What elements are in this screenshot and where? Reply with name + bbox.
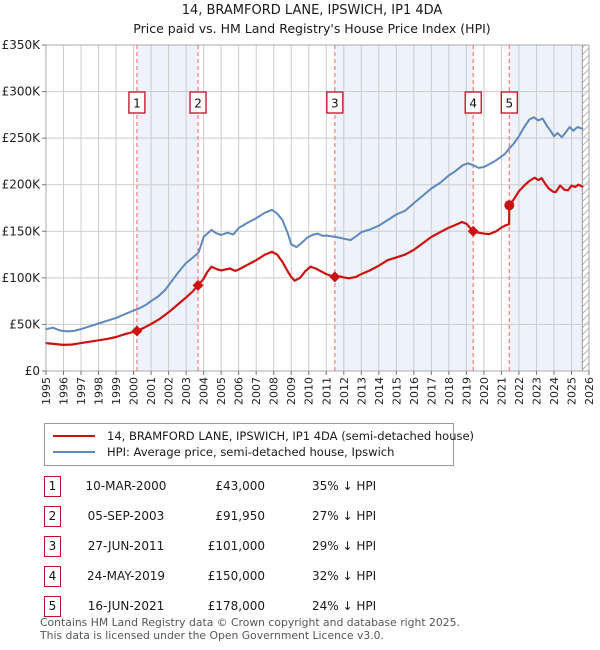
sale-marker-number: 2 — [194, 96, 202, 111]
sale-price: £150,000 — [207, 569, 265, 583]
sale-vs-hpi: 35% ↓ HPI — [312, 479, 377, 493]
x-axis-label: 2023 — [530, 377, 544, 405]
x-axis-label: 2008 — [267, 377, 281, 405]
y-axis-label: £150K — [1, 224, 40, 239]
x-axis-label: 2007 — [250, 377, 264, 405]
legend-label-hpi: HPI: Average price, semi-detached house, Ipswich — [107, 445, 395, 459]
sale-vs-hpi: 29% ↓ HPI — [312, 539, 377, 553]
sale-date: 24-MAY-2019 — [86, 569, 165, 583]
future-hatch-band — [582, 45, 589, 371]
x-axis-label: 2016 — [407, 377, 421, 405]
x-axis-label: 2021 — [495, 376, 509, 405]
sale-date: 05-SEP-2003 — [87, 509, 165, 523]
sale-vs-hpi: 27% ↓ HPI — [312, 509, 377, 523]
x-axis-label: 2001 — [145, 377, 159, 405]
sale-marker-number: 5 — [505, 96, 514, 111]
sale-table-row — [44, 501, 376, 531]
x-axis-label: 1997 — [75, 377, 89, 405]
footer-line2: This data is licensed under the Open Government Licence v3.0. — [40, 628, 384, 642]
hpi-line-swatch — [53, 451, 95, 453]
x-axis-label: 2017 — [425, 377, 439, 405]
x-axis-label: 2024 — [547, 377, 561, 405]
x-axis-label: 2005 — [215, 377, 229, 405]
sale-marker-number: 3 — [331, 96, 339, 111]
x-axis-label: 2010 — [302, 377, 316, 405]
x-axis-label: 2018 — [442, 377, 456, 405]
sale-vs-hpi: 24% ↓ HPI — [312, 599, 377, 613]
sale-vs-hpi: 32% ↓ HPI — [312, 569, 377, 583]
x-axis-label: 1996 — [57, 377, 71, 405]
legend-label-property: 14, BRAMFORD LANE, IPSWICH, IP1 4DA (semi-detached house) — [107, 429, 475, 443]
x-axis-label: 2019 — [460, 377, 474, 405]
x-axis-label: 2006 — [232, 377, 246, 405]
property-line-swatch — [53, 435, 95, 437]
sale-row-number: 5 — [44, 596, 61, 617]
sale-price: £101,000 — [207, 539, 265, 553]
sale-marker-number: 1 — [133, 96, 141, 111]
y-axis-label: £350K — [1, 38, 40, 52]
x-axis-label: 2011 — [320, 377, 334, 405]
x-axis-label: 2009 — [285, 377, 299, 405]
page-title: 14, BRAMFORD LANE, IPSWICH, IP1 4DA — [181, 3, 443, 18]
y-axis-label: £0 — [24, 364, 40, 378]
chart-legend — [44, 423, 475, 466]
y-axis-label: £300K — [1, 84, 40, 99]
x-axis-label: 1999 — [110, 377, 124, 405]
sale-table-row — [44, 561, 376, 591]
x-axis-label: 2022 — [512, 377, 526, 405]
legend-item-property — [51, 428, 475, 444]
sale-date: 10-MAR-2000 — [85, 479, 167, 493]
x-axis-label: 2020 — [477, 376, 491, 405]
sale-table-row — [44, 471, 376, 501]
sales-table — [44, 471, 376, 621]
x-axis-label: 1998 — [92, 377, 106, 405]
sale-table-row — [44, 531, 376, 561]
x-axis-label: 2004 — [197, 377, 211, 405]
sale-price: £178,000 — [207, 599, 265, 613]
y-axis-label: £200K — [1, 177, 40, 192]
footer-line1: Contains HM Land Registry data © Crown copyright and database right 2025. — [40, 616, 460, 629]
page-subtitle: Price paid vs. HM Land Registry's House Price Index (HPI) — [133, 21, 491, 36]
sale-row-number: 2 — [44, 506, 61, 527]
footer — [40, 617, 460, 643]
sale-row-number: 4 — [44, 566, 61, 587]
x-axis-label: 2026 — [583, 377, 596, 405]
sale-marker-number: 4 — [469, 96, 478, 111]
sale-row-number: 1 — [44, 476, 61, 497]
x-axis-label: 2000 — [127, 377, 141, 405]
x-axis-label: 1995 — [40, 377, 53, 405]
x-axis-label: 2013 — [355, 377, 369, 405]
ownership-band — [137, 45, 198, 371]
sale-date: 27-JUN-2011 — [87, 539, 165, 553]
sale-date: 16-JUN-2021 — [87, 599, 165, 613]
x-axis-label: 2014 — [372, 377, 386, 405]
ownership-band — [335, 45, 473, 371]
sale-price: £91,950 — [215, 509, 265, 523]
y-axis-label: £250K — [1, 131, 40, 146]
x-axis-label: 2012 — [337, 377, 351, 405]
sale-price: £43,000 — [215, 479, 265, 493]
x-axis-label: 2025 — [565, 377, 579, 405]
x-axis-label: 2003 — [180, 377, 194, 405]
sale-row-number: 3 — [44, 536, 61, 557]
y-axis-label: £50K — [9, 317, 40, 332]
x-axis-label: 2015 — [390, 377, 404, 405]
x-axis-label: 2002 — [162, 377, 176, 405]
sale-point — [504, 200, 514, 210]
y-axis-label: £100K — [1, 270, 40, 285]
legend-item-hpi — [51, 444, 453, 460]
